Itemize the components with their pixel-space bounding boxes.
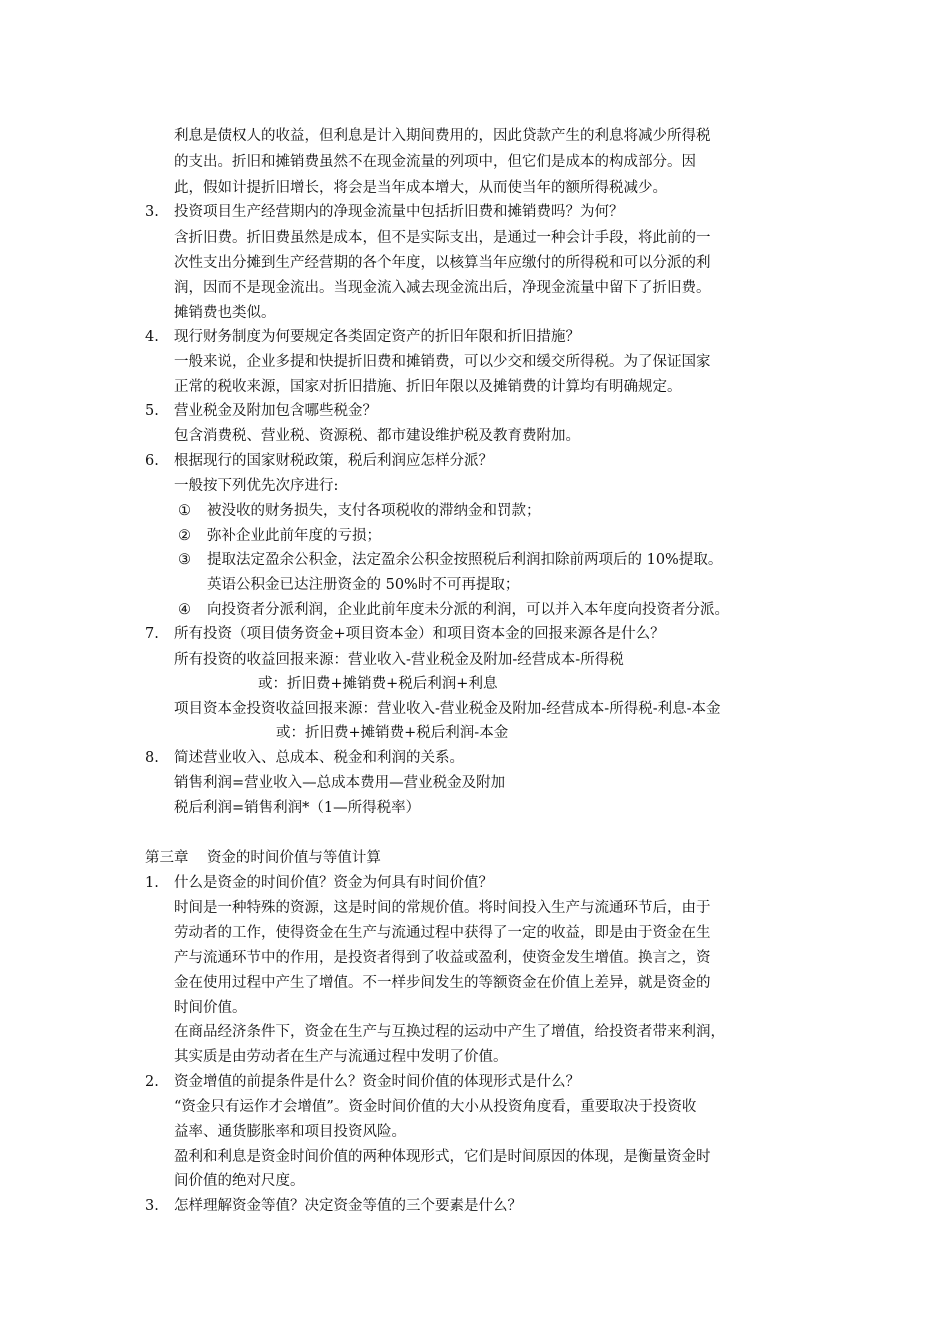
question-number: 3. xyxy=(145,204,159,220)
question-text: 营业税金及附加包含哪些税金？ xyxy=(174,403,377,419)
list-marker: ③ xyxy=(178,552,191,568)
question-number: 6. xyxy=(145,453,159,469)
question-number: 1. xyxy=(145,875,159,891)
question-text: 现行财务制度为何要规定各类固定资产的折旧年限和折旧措施？ xyxy=(174,329,580,345)
question-number: 4. xyxy=(145,329,159,345)
question-number: 3. xyxy=(145,1198,159,1214)
question-text: 怎样理解资金等值？决定资金等值的三个要素是什么？ xyxy=(174,1198,522,1214)
question-text: 简述营业收入、总成本、税金和利润的关系。 xyxy=(174,750,464,766)
question-text: 资金增值的前提条件是什么？资金时间价值的体现形式是什么？ xyxy=(174,1074,580,1090)
question-number: 7. xyxy=(145,626,159,642)
question-text: 什么是资金的时间价值？资金为何具有时间价值？ xyxy=(174,875,493,891)
question-number: 5. xyxy=(145,403,159,419)
document-page: 利息是债权人的收益，但利息是计入期间费用的，因此贷款产生的利息将减少所得税 的支出。折旧和摊销费虽然不在现金流量的列项中，但它们是成本的构成部分。因 此，假如计提折旧增长，将会是当年成本增大，从而使当年的额所得税减少。 3. 投资项目生产经营期内的净现金流量中包括折旧费和摊销费吗？为何？ 含折旧费。折旧费虽然是成本，但不是实际支出，是通过一种会计手段，将此前的一 次性支出分摊到生产经营期的各个年度，以核算当年应缴付的所得税和可以分派的利 润，因而不是现金流出。当现金流入减去现金流出后，净现金流量中留下了折旧费。 摊销费也类似。 4. 现行财务制度为何要规定各类固定资产的折旧年限和折旧措施？ 一般来说，企业多提和快提折旧费和摊销费，可以少交和缓交所得税。为了保证国家 正常的税收来源，国家对折旧措施、折旧年限以及摊销费的计算均有明确规定。 5. 营业税金及附加包含哪些税金？ 包含消费税、营业税、资源税、都市建设维护税及教育费附加。 6. 根据现行的国家财税政策，税后利润应怎样分派？ 一般按下列优先次序进行: ① 被没收的财务损失，支付各项税收的滞纳金和罚款； ② 弥补企业此前年度的亏损； ③ 提取法定盈余公积金，法定盈余公积金按照税后利润扣除前两项后的 10%提取。 英语公积金已达注册资金的 50%时不可再提取； ④ 向投资者分派利润，企业此前年度未分派的利润，可以并入本年度向投资者分派。 7. 所有投资（项目债务资金+项目资本金）和项目资本金的回报来源各是什么？ 所有投资的收益回报来源：营业收入-营业税金及附加-经营成本-所得税 或：折旧费+摊销费+税后利润+利息 项目资本金投资收益回报来源：营业收入-营业税金及附加-经营成本-所得税-利息-本金 或：折旧费+摊销费+税后利润-本金 8. 简述营业收入、总成本、税金和利润的关系。 销售利润=营业收入—总成本费用—营业税金及附加 税后利润=销售利润*（1—所得税率） 第三章 资金的时间价值与等值计算 1. 什么是资金的时间价值？资金为何具有时间价值？ 时间是一种特殊的资源，这是时间的常规价值。将时间投入生产与流通环节后，由于 劳动者的工作，使得资金在生产与流通过程中获得了一定的收益，即是由于资金在生 产与流通环节中的作用，是投资者得到了收益或盈利，使资金发生增值。换言之，资 金在使用过程中产生了增值。不一样步间发生的等额资金在价值上差异，就是资金的 时间价值。 在商品经济条件下，资金在生产与互换过程的运动中产生了增值，给投资者带来利润， 其实质是由劳动者在生产与流通过程中发明了价值。 2. 资金增值的前提条件是什么？资金时间价值的体现形式是什么？ “资金只有运作才会增值”。资金时间价值的大小从投资角度看，重要取决于投资收 益率、通货膨胀率和项目投资风险。 盈利和利息是资金时间价值的两种体现形式，它们是时间原因的体现，是衡量资金时 间价值的绝对尺度。 3. 怎样理解资金等值？决定资金等值的三个要素是什么？ xyxy=(145,128,729,1214)
list-marker: ② xyxy=(178,528,191,544)
list-marker: ① xyxy=(178,503,191,519)
question-number: 2. xyxy=(145,1074,159,1090)
question-number: 8. xyxy=(145,750,159,766)
question-text: 投资项目生产经营期内的净现金流量中包括折旧费和摊销费吗？为何？ xyxy=(174,204,624,220)
list-marker: ④ xyxy=(178,602,191,618)
question-text: 所有投资（项目债务资金+项目资本金）和项目资本金的回报来源各是什么？ xyxy=(174,626,665,642)
question-text: 根据现行的国家财税政策，税后利润应怎样分派？ xyxy=(174,453,493,469)
